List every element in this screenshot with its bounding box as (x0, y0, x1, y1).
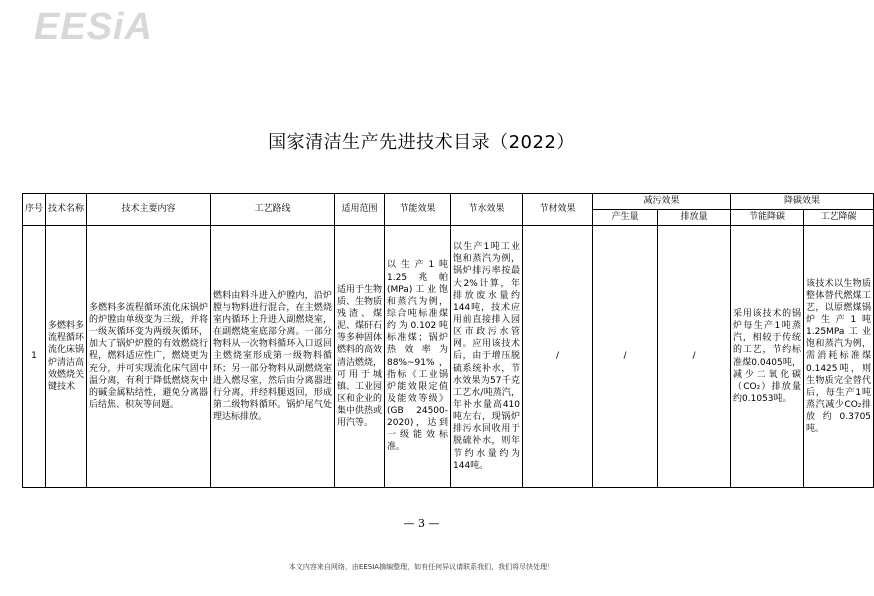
header-route: 工艺路线 (211, 194, 335, 226)
page-number: — 3 — (403, 517, 440, 530)
header-pollution-group: 减污效果 (593, 194, 731, 210)
cell-energy-carbon: 采用该技术的锅炉每生产1吨蒸汽，相较于传统的工艺，节约标准煤0.0405吨，减少二氧化碳（CO₂）排放量约0.1053吨。 (731, 226, 804, 488)
header-name: 技术名称 (46, 194, 87, 226)
footer-disclaimer: 本文内容来自网络，由EESIA摘编整理，如有任何异议请联系我们，我们将尽快处理！ (288, 563, 555, 571)
cell-energy: 以生产1吨1.25兆帕(MPa)工业饱和蒸汽为例，综合吨标准煤约为0.102吨标准煤；锅炉热效率为88%~91%，指标《工业锅炉能效限定值及能效等级》(GB 24500-2020)，达到一级能效标准。 (385, 226, 451, 488)
header-content: 技术主要内容 (87, 194, 211, 226)
cell-scope: 适用于生物质、生物质残渣、煤泥、煤矸石等多种固体燃料的高效清洁燃烧，可用于城镇、工业园区和企业的集中供热或用汽等。 (335, 226, 385, 488)
header-process-carbon: 工艺降碳 (804, 210, 874, 226)
header-seq: 序号 (23, 194, 46, 226)
cell-generation: / (593, 226, 658, 488)
header-scope: 适用范围 (335, 194, 385, 226)
cell-process-carbon: 该技术以生物质整体替代燃煤工艺，以原燃煤锅炉生产1吨1.25MPa工业饱和蒸汽为例，需消耗标准煤0.1425吨，则生物质完全替代后，每生产1吨蒸汽减少CO₂排放约0.3705吨。 (804, 226, 874, 488)
header-generation: 产生量 (593, 210, 658, 226)
cell-name: 多燃料多流程循环流化床锅炉清洁高效燃烧关键技术 (46, 226, 87, 488)
cell-material: / (523, 226, 593, 488)
header-emission: 排放量 (658, 210, 731, 226)
header-energy-carbon: 节能降碳 (731, 210, 804, 226)
technology-catalog-table (22, 193, 874, 488)
cell-seq: 1 (23, 226, 46, 488)
header-material: 节材效果 (523, 194, 593, 226)
page-title: 国家清洁生产先进技术目录（2022） (268, 132, 575, 153)
table-row (23, 226, 874, 488)
header-carbon-group: 降碳效果 (731, 194, 874, 210)
cell-emission: / (658, 226, 731, 488)
cell-route: 燃料由料斗进入炉膛内，沿炉膛与物料进行混合，在主燃烧室内循环上升进入副燃烧室，在副燃烧室底部分离。一部分物料从一次物料循环入口返回主燃烧室形成第一级物料循环；另一部分物料从副燃烧室进入燃尽室，然后由分离器进行分离，并经料腿返回，形成第二级物料循环。锅炉尾气处理达标排放。 (211, 226, 335, 488)
watermark-logo: EESiA (34, 6, 154, 48)
cell-water: 以生产1吨工业饱和蒸汽为例，锅炉排污率按最大2%计算，年排放废水量约144吨，技术应用前直接排入园区市政污水管网。应用该技术后，由于增压脱硫系统补水，节水效果为57千克工艺水/吨蒸汽，年补水量高410吨左右，现锅炉排污水回收用于脱硫补水，则年节约水量约为144吨。 (451, 226, 523, 488)
header-energy: 节能效果 (385, 194, 451, 226)
cell-content: 多燃料多流程循环流化床锅炉的炉膛由单级变为三级，并将一级灰循环变为两级灰循环，加大了锅炉炉膛的有效燃烧行程，燃料适应性广，燃烧更为充分，并可实现流化床气固中温分离，有利于降低燃烧灰中的碱金属粘结性，避免分离器后结焦、积灰等问题。 (87, 226, 211, 488)
header-water: 节水效果 (451, 194, 523, 226)
